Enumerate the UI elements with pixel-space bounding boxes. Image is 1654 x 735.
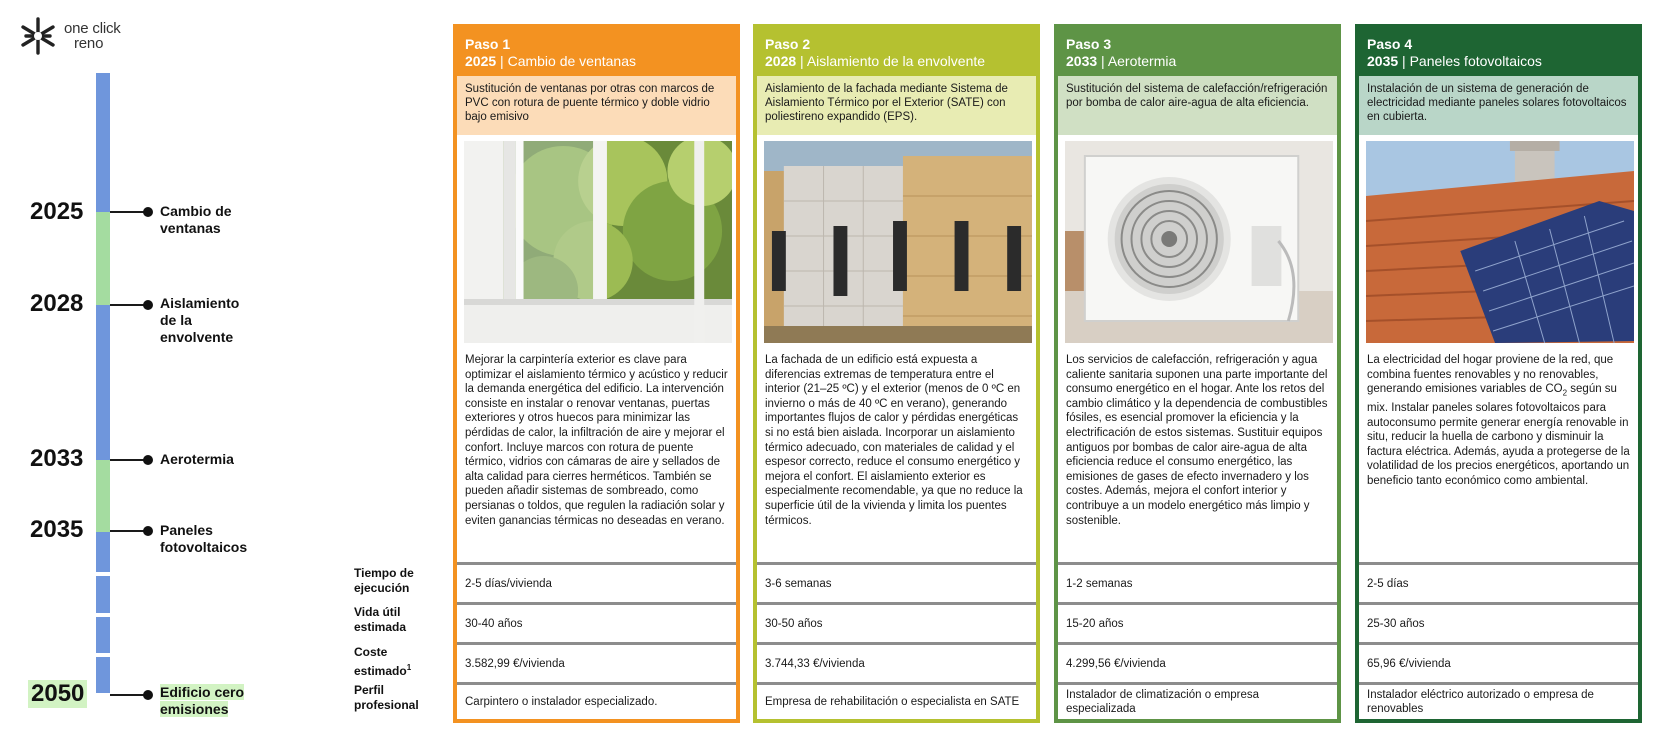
card-row-tiempo: 1-2 semanas [1058,562,1337,602]
step-card-3 [1054,24,1341,723]
card-step: Paso 4 [1367,36,1413,52]
card-row-vida: 25-30 años [1359,602,1638,642]
card-year: 2025 [465,53,497,69]
step-card-2 [753,24,1040,723]
timeline-dot [143,690,153,700]
timeline-dot [143,455,153,465]
timeline-label-highlighted [160,684,260,718]
timeline-bar-blue-mid [96,305,110,460]
timeline-label: Aerotermia [160,451,234,467]
timeline-dot [143,526,153,536]
timeline-connector [110,694,144,696]
card-details [757,562,1036,719]
card-year: 2028 [765,53,797,69]
card-header [457,28,736,76]
card-description-subscript: 2 [1562,388,1568,398]
card-row-coste: 4.299,56 €/vivienda [1058,642,1337,682]
card-photo [1065,141,1333,343]
card-title: Paneles fotovoltaicos [1409,53,1542,69]
card-photo [764,141,1032,343]
card-title: Cambio de ventanas [507,53,636,69]
card-title: Aislamiento de la envolvente [806,53,986,69]
card-separator: | [1398,53,1410,69]
card-row-coste: 65,96 €/vivienda [1359,642,1638,682]
card-step: Paso 3 [1066,36,1112,52]
timeline-dot [143,207,153,217]
timeline-connector [110,530,144,532]
timeline-label-text: Edificio cero emisiones [160,684,245,717]
timeline-connector [110,304,144,306]
card-row-tiempo: 3-6 semanas [757,562,1036,602]
timeline-bar-green-1 [96,212,110,305]
timeline-bar-blue-s2 [96,617,110,653]
card-photo [1366,141,1634,343]
timeline-year: 2025 [30,198,84,225]
card-separator: | [796,53,807,69]
card-row-perfil: Empresa de rehabilitación o especialista en SATE [757,682,1036,719]
logo-line-1: one click [64,20,121,37]
logo [18,16,121,56]
card-details [1058,562,1337,719]
row-label-coste-text: Coste estimado [354,645,407,678]
card-row-tiempo: 2-5 días [1359,562,1638,602]
card-separator: | [496,53,508,69]
card-row-perfil: Carpintero o instalador especializado. [457,682,736,719]
card-intro: Aislamiento de la fachada mediante Sistema de Aislamiento Térmico por el Exterior (SATE) con poliestireno expandido (EPS). [757,76,1036,135]
card-details [457,562,736,719]
timeline-bar-blue-s1 [96,576,110,613]
card-row-tiempo: 2-5 días/vivienda [457,562,736,602]
step-card-1 [453,24,740,723]
timeline-year: 2033 [30,445,84,472]
timeline-connector [110,459,144,461]
logo-wordmark [64,21,121,51]
card-row-coste: 3.744,33 €/vivienda [757,642,1036,682]
card-step: Paso 2 [765,36,811,52]
timeline-connector [110,211,144,213]
card-row-vida: 30-50 años [757,602,1036,642]
card-title: Aerotermia [1107,53,1177,69]
card-row-coste: 3.582,99 €/vivienda [457,642,736,682]
card-description: La fachada de un edificio está expuesta a diferencias extremas de temperatura entre el interior (21–25 ºC) y el exterior (menos de 0 ºC en invierno o más de 40 ºC en verano), generando importantes flujos de calor y pérdidas energéticas si no está bien aislada. Incorporar un aislamiento térmico adecuado, con materiales de calidad y el espesor correcto, reduce el consumo energético y mejora el confort. El aislamiento exterior es especialmente recomendable, ya que no reduce la superficie útil de la vivienda y limita los puentes térmicos. [765,354,1023,527]
step-card-4 [1355,24,1642,723]
card-header [757,28,1036,76]
card-intro: Instalación de un sistema de generación de electricidad mediante paneles solares fotovoltaicos en cubierta. [1359,76,1638,135]
card-description [1359,343,1638,562]
timeline-year-highlighted: 2050 [28,680,87,708]
card-row-perfil: Instalador eléctrico autorizado o empresa de renovables [1359,682,1638,719]
timeline-label: Aislamiento de la envolvente [160,295,240,345]
row-label-coste [354,645,444,679]
card-header [1058,28,1337,76]
card-intro: Sustitución del sistema de calefacción/refrigeración por bomba de calor aire-agua de alta eficiencia. [1058,76,1337,135]
row-label-perfil: Perfil profesional [354,683,419,712]
card-separator: | [1097,53,1108,69]
card-row-perfil: Instalador de climatización o empresa especializada [1058,682,1337,719]
card-description-part: según su mix. Instalar paneles solares fotovoltaicos para autoconsumo permite generar energía renovable in situ, reducir la huella de carbono y disminuir la factura eléctrica. Además, ayuda a protegerse de la volatilidad de los precios energéticos, aportando un beneficio tanto económico como ambiental. [1367,383,1630,488]
card-header [1359,28,1638,76]
card-intro: Sustitución de ventanas por otras con marcos de PVC con rotura de puente térmico y doble vidrio bajo emisivo [457,76,736,135]
timeline-label: Paneles fotovoltaicos [160,522,248,555]
card-year: 2035 [1367,53,1399,69]
card-row-vida: 30-40 años [457,602,736,642]
timeline-year: 2035 [30,516,84,543]
card-photo [464,141,732,343]
card-year: 2033 [1066,53,1098,69]
timeline-bar-blue-s3 [96,657,110,693]
card-description-part: La electricidad del hogar proviene de la red, que combina fuentes renovables y no renovables, generando emisiones variables de CO [1367,354,1614,396]
timeline-bar-green-2 [96,460,110,532]
card-row-vida: 15-20 años [1058,602,1337,642]
card-details [1359,562,1638,719]
card-step: Paso 1 [465,36,511,52]
timeline-bar-blue-top [96,73,110,212]
logo-line-2: reno [74,35,104,52]
timeline-bar-blue-low [96,532,110,572]
row-label-vida: Vida útil estimada [354,605,407,634]
logo-asterisk-icon [18,16,58,56]
footnote-mark: 1 [406,663,412,672]
timeline-dot [143,300,153,310]
timeline-label: Cambio de ventanas [160,203,232,236]
card-description: Mejorar la carpintería exterior es clave para optimizar el aislamiento térmico y acústico y reducir la demanda energética del edificio. La intervención consiste en instalar o renovar ventanas, puertas exteriores y otros huecos para minimizar las pérdidas de calor, la infiltración de aire y mejorar el confort. Incluye marcos con rotura de puente térmico, vidrios con cámaras de aire y sellados de alta calidad para cierres herméticos. También se pueden añadir sistemas de sombreado, como persianas o toldos, que regulen la radiación solar y eviten ganancias térmicas no deseadas en verano. [465,354,728,527]
card-description: Los servicios de calefacción, refrigeración y agua caliente sanitaria suponen una parte importante del consumo energético en el hogar. Ante los retos del cambio climático y la dependencia de combustibles fósiles, es esencial promover la eficiencia y la electrificación de estos sistemas. Sustituir equipos antiguos por bombas de calor aire-agua de alta eficiencia reduce el consumo energético, las emisiones de gases de efecto invernadero y los costes. Además, mejora el confort interior y contribuye a un modelo energético más limpio y sostenible. [1066,354,1328,527]
row-label-tiempo: Tiempo de ejecución [354,566,414,595]
timeline-year: 2028 [30,290,84,317]
